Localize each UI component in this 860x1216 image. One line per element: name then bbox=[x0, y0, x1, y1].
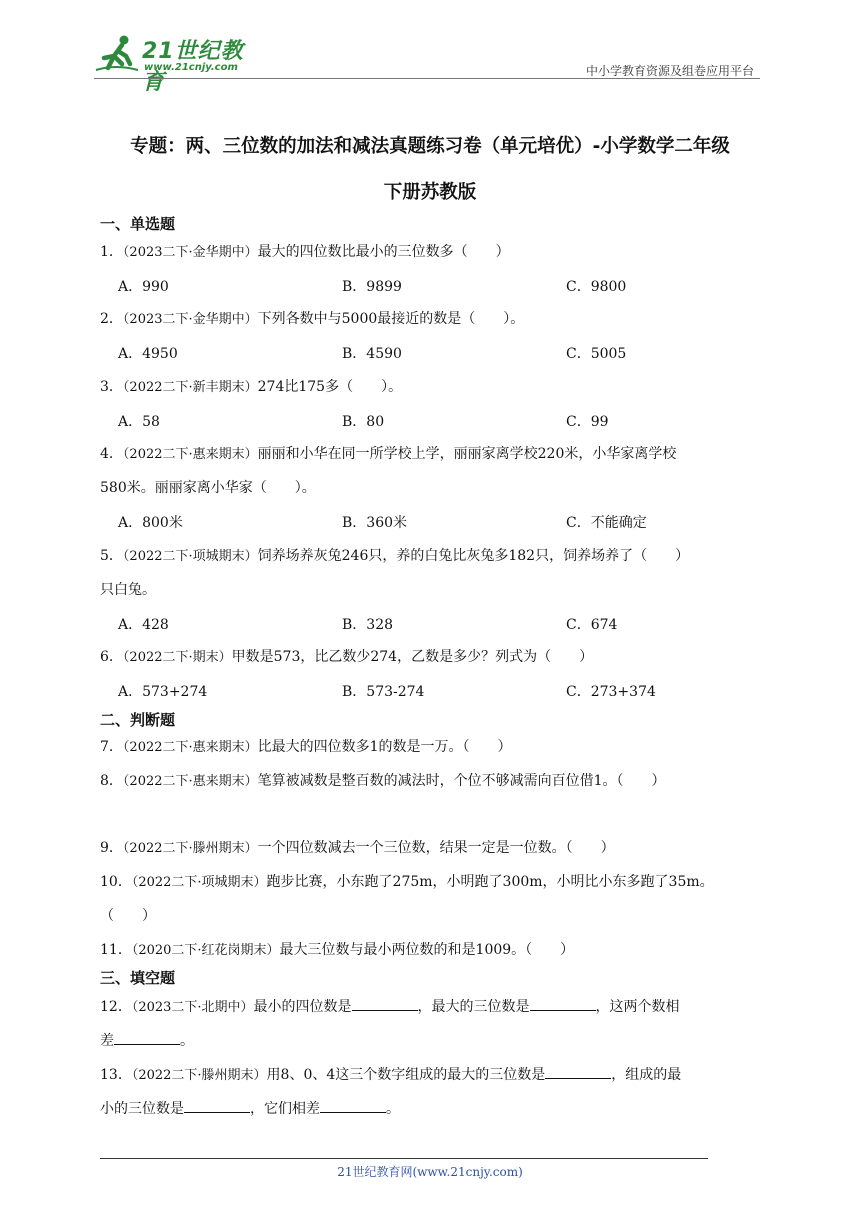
question-source: （2022二下·惠来期末） bbox=[122, 740, 258, 755]
q3-option-a: A．58 bbox=[118, 414, 160, 430]
question-text: ，最大的三位数是 bbox=[417, 999, 530, 1015]
question-text: 饲养场养灰兔246只，养的白兔比灰兔多182只，饲养场养了（ ） bbox=[257, 548, 690, 564]
question-source: （2022二下·滕州期末） bbox=[131, 1068, 267, 1083]
question-source: （2023二下·金华期中） bbox=[122, 245, 258, 260]
question-source: （2023二下·北期中） bbox=[131, 1000, 254, 1015]
section-heading-true-false: 二、判断题 bbox=[100, 711, 176, 729]
q6-option-a: A．573+274 bbox=[118, 684, 208, 700]
question-number: 7． bbox=[100, 739, 123, 755]
logo-url: www.21cnjy.com bbox=[144, 62, 238, 73]
question-text: 最大三位数与最小两位数的和是1009。（ ） bbox=[279, 942, 575, 958]
question-text: 用8、0、4这三个数字组成的最大的三位数是 bbox=[266, 1067, 546, 1083]
question-number: 3． bbox=[100, 379, 123, 395]
answer-blank[interactable] bbox=[352, 996, 418, 1011]
question-number: 4． bbox=[100, 446, 123, 462]
question-8 bbox=[100, 771, 666, 792]
question-3 bbox=[100, 377, 402, 398]
question-number: 8． bbox=[100, 773, 123, 789]
question-10 bbox=[100, 872, 714, 893]
question-number: 9． bbox=[100, 840, 123, 856]
footer-divider bbox=[100, 1158, 708, 1159]
platform-name: 中小学教育资源及组卷应用平台 bbox=[585, 64, 754, 78]
question-number: 1． bbox=[100, 244, 123, 260]
question-text: 。 bbox=[180, 1033, 194, 1049]
question-text: 比最大的四位数多1的数是一万。（ ） bbox=[257, 739, 512, 755]
q5-option-b: B．328 bbox=[342, 617, 394, 633]
question-text: 差 bbox=[100, 1033, 114, 1049]
q2-option-c: C．5005 bbox=[566, 346, 627, 362]
q5-option-c: C．674 bbox=[566, 617, 618, 633]
answer-blank[interactable] bbox=[184, 1098, 250, 1113]
answer-blank[interactable] bbox=[530, 996, 596, 1011]
question-number: 6． bbox=[100, 649, 123, 665]
question-5-continued: 只白兔。 bbox=[100, 582, 156, 598]
question-text: 274比175多（ ）。 bbox=[257, 379, 403, 395]
q2-option-b: B．4590 bbox=[342, 346, 402, 362]
question-source: （2022二下·新丰期末） bbox=[122, 380, 258, 395]
question-source: （2022二下·项城期末） bbox=[131, 875, 267, 890]
question-number: 10． bbox=[100, 874, 132, 890]
question-source: （2022二下·惠来期末） bbox=[122, 774, 258, 789]
question-text: 。 bbox=[386, 1101, 400, 1117]
question-number: 12． bbox=[100, 999, 132, 1015]
q6-option-b: B．573-274 bbox=[342, 684, 425, 700]
question-13 bbox=[100, 1064, 681, 1086]
question-source: （2022二下·项城期末） bbox=[122, 549, 258, 564]
logo-title: 21世纪教育 bbox=[142, 39, 244, 95]
question-source: （2022二下·期末） bbox=[122, 650, 232, 665]
question-7 bbox=[100, 737, 512, 758]
section-heading-single-choice: 一、单选题 bbox=[100, 215, 176, 233]
question-text: 最小的四位数是 bbox=[253, 999, 352, 1015]
answer-blank[interactable] bbox=[320, 1098, 386, 1113]
question-source: （2022二下·惠来期末） bbox=[122, 447, 258, 462]
question-9 bbox=[100, 838, 615, 859]
section-heading-fill-blank: 三、填空题 bbox=[100, 969, 176, 987]
question-5 bbox=[100, 546, 689, 567]
question-text: 跑步比赛，小东跑了275m，小明跑了300m，小明比小东多跑了35m。 bbox=[266, 874, 714, 890]
question-12-continued bbox=[100, 1030, 194, 1051]
question-1 bbox=[100, 242, 510, 263]
question-text: 笔算被减数是整百数的减法时，个位不够减需向百位借1。（ ） bbox=[257, 773, 666, 789]
q1-option-b: B．9899 bbox=[342, 279, 402, 295]
question-13-continued bbox=[100, 1098, 400, 1119]
question-number: 13． bbox=[100, 1067, 132, 1083]
answer-blank[interactable] bbox=[114, 1030, 180, 1045]
header-divider bbox=[94, 78, 760, 79]
question-text: 最大的四位数比最小的三位数多（ ） bbox=[257, 244, 510, 260]
page-header bbox=[94, 30, 760, 95]
answer-blank[interactable] bbox=[545, 1064, 611, 1079]
q1-option-a: A．990 bbox=[118, 279, 169, 295]
q2-option-a: A．4950 bbox=[118, 346, 178, 362]
q1-option-c: C．9800 bbox=[566, 279, 627, 295]
question-4 bbox=[100, 444, 676, 465]
question-text: 丽丽和小华在同一所学校上学，丽丽家离学校220米，小华家离学校 bbox=[257, 446, 677, 462]
q4-option-c: C．不能确定 bbox=[566, 515, 647, 531]
footer-text: 21世纪教育网(www.21cnjy.com) bbox=[337, 1165, 523, 1179]
question-10-continued: （ ） bbox=[100, 908, 156, 924]
question-source: （2023二下·金华期中） bbox=[122, 312, 258, 327]
question-source: （2022二下·滕州期末） bbox=[122, 841, 258, 856]
page-title-line-2: 下册苏教版 bbox=[383, 182, 477, 203]
q3-option-c: C．99 bbox=[566, 414, 609, 430]
question-2 bbox=[100, 309, 524, 330]
page-title-line-1: 专题：两、三位数的加法和减法真题练习卷（单元培优）-小学数学二年级 bbox=[130, 136, 730, 157]
question-4-continued: 580米。丽丽家离小华家（ ）。 bbox=[100, 480, 316, 496]
logo bbox=[94, 30, 264, 95]
question-12 bbox=[100, 996, 680, 1018]
question-text: 下列各数中与5000最接近的数是（ ）。 bbox=[257, 311, 525, 327]
question-number: 5． bbox=[100, 548, 123, 564]
question-text: 小的三位数是 bbox=[100, 1101, 184, 1117]
question-6 bbox=[100, 647, 593, 668]
q5-option-a: A．428 bbox=[118, 617, 169, 633]
runner-logo-icon bbox=[94, 34, 140, 74]
question-text: 甲数是573，比乙数少274，乙数是多少？列式为（ ） bbox=[231, 649, 594, 665]
q3-option-b: B．80 bbox=[342, 414, 385, 430]
q6-option-c: C．273+374 bbox=[566, 684, 656, 700]
q4-option-b: B．360米 bbox=[342, 515, 408, 531]
question-source: （2020二下·红花岗期末） bbox=[131, 943, 280, 958]
question-text: ，组成的最 bbox=[611, 1067, 682, 1083]
question-11 bbox=[100, 940, 574, 961]
question-text: 一个四位数减去一个三位数，结果一定是一位数。（ ） bbox=[257, 840, 615, 856]
question-number: 2． bbox=[100, 311, 123, 327]
question-text: ，这两个数相 bbox=[595, 999, 680, 1015]
q4-option-a: A．800米 bbox=[118, 515, 183, 531]
question-text: ，它们相差 bbox=[250, 1101, 320, 1117]
question-number: 11． bbox=[100, 942, 132, 958]
